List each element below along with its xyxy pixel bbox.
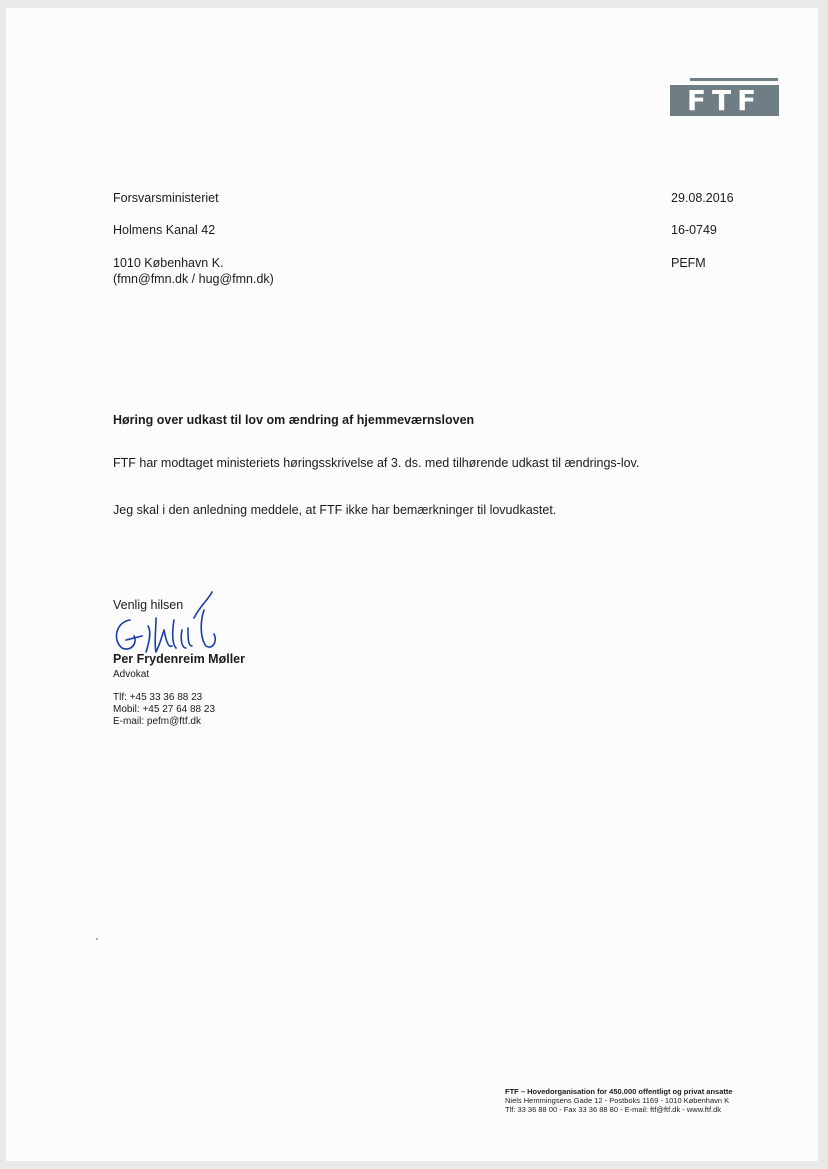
footer-block xyxy=(505,1087,733,1114)
footer-line-3: Tlf: 33 36 88 00 - Fax 33 36 88 80 - E-mail: ftf@ftf.dk - www.ftf.dk xyxy=(505,1105,722,1114)
recipient-street: Holmens Kanal 42 xyxy=(113,223,216,237)
author-initials: PEFM xyxy=(671,256,706,270)
signer-title: Advokat xyxy=(113,669,150,680)
footer-line-2: Niels Hemmingsens Gade 12 - Postboks 1169 - 1010 København K xyxy=(505,1096,730,1105)
body-paragraph-2: Jeg skal i den anledning meddele, at FTF ikke har bemærkninger til lovudkastet. xyxy=(113,503,557,517)
signer-phone: Tlf: +45 33 36 88 23 xyxy=(113,692,203,703)
footer-line-1 xyxy=(505,1087,733,1096)
signer-name: Per Frydenreim Møller xyxy=(113,652,245,666)
body-paragraph-1: FTF har modtaget ministeriets høringsskrivelse af 3. ds. med tilhørende udkast til ændrings-lov. xyxy=(113,456,640,470)
letter-page xyxy=(6,8,818,1161)
closing-greeting: Venlig hilsen xyxy=(113,598,184,612)
ftf-logo xyxy=(670,78,779,116)
recipient-city: 1010 København K. xyxy=(113,256,224,270)
recipient-emails: (fmn@fmn.dk / hug@fmn.dk) xyxy=(113,272,274,286)
scan-speck xyxy=(96,938,98,940)
footer-org: FTF – Hovedorganisation for 450.000 offentligt og privat ansatte xyxy=(505,1087,733,1096)
signer-mobile: Mobil: +45 27 64 88 23 xyxy=(113,704,216,715)
logo-wordmark: FTF xyxy=(670,85,779,116)
letter-date: 29.08.2016 xyxy=(671,191,734,205)
logo-top-line xyxy=(690,78,778,81)
letter-subject: Høring over udkast til lov om ændring af hjemmeværnsloven xyxy=(113,413,475,427)
handwritten-signature xyxy=(108,590,258,660)
signer-email: E-mail: pefm@ftf.dk xyxy=(113,716,201,727)
reference-number: 16-0749 xyxy=(671,223,717,237)
recipient-name: Forsvarsministeriet xyxy=(113,191,219,205)
